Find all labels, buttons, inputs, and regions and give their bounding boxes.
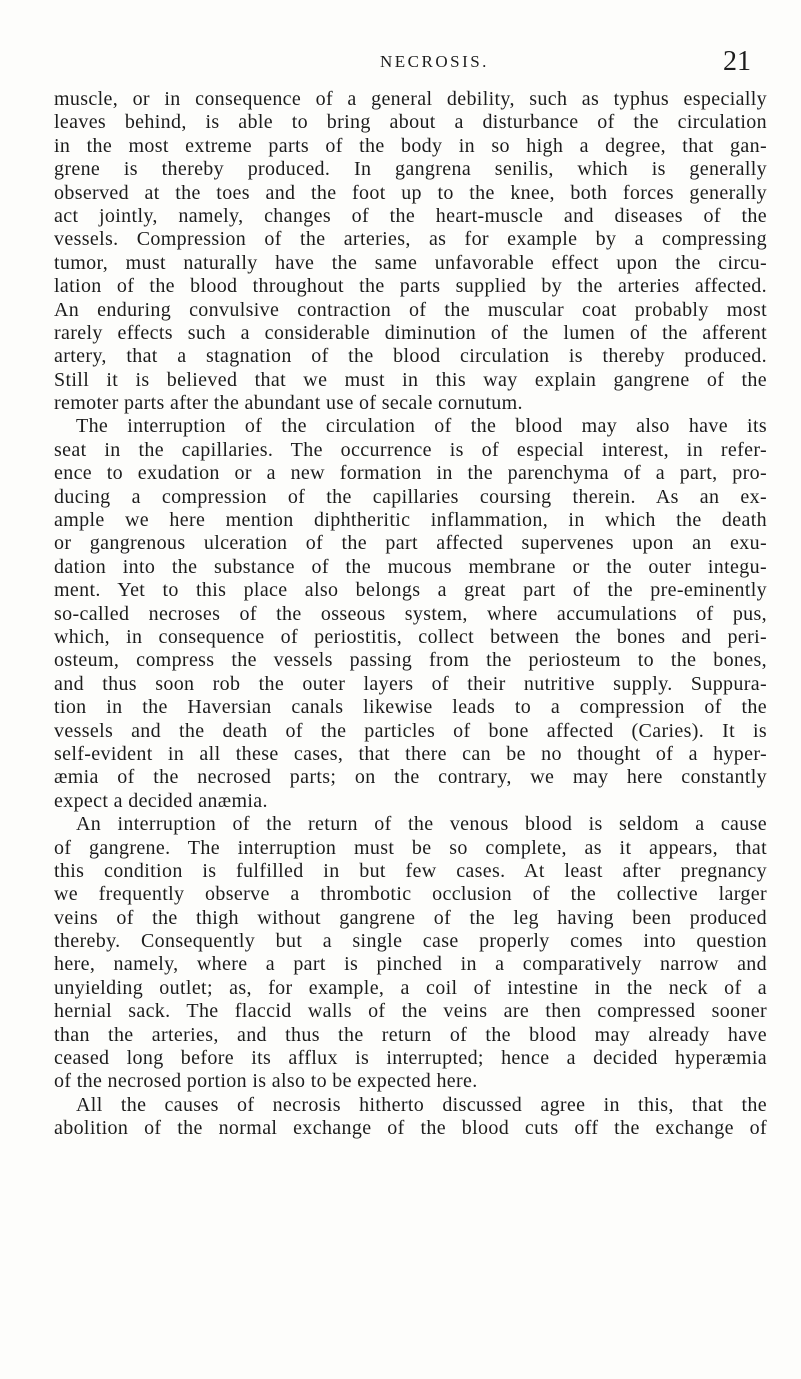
text-line: The interruption of the circulation of the blood may also have its <box>76 415 767 438</box>
text-line: than the arteries, and thus the return of the blood may already have <box>54 1023 767 1046</box>
running-head: NECROSIS. <box>380 52 489 71</box>
text-line: æmia of the necrosed parts; on the contrary, we may here constantly <box>54 766 767 789</box>
text-line: All the causes of necrosis hitherto discussed agree in this, that the <box>76 1093 767 1116</box>
page-number: 21 <box>723 46 751 77</box>
text-line: An enduring convulsive contraction of the muscular coat probably most <box>54 298 767 321</box>
text-line: ample we here mention diphtheritic inflammation, in which the death <box>54 509 767 532</box>
text-line: hernial sack. The flaccid walls of the veins are then compressed sooner <box>54 1000 767 1023</box>
text-line: or gangrenous ulceration of the part affected supervenes upon an exu- <box>54 532 767 555</box>
text-line: remoter parts after the abundant use of secale cornutum. <box>54 392 523 415</box>
text-line: veins of the thigh without gangrene of the leg having been produced <box>54 906 767 929</box>
text-line: unyielding outlet; as, for example, a coil of intestine in the neck of a <box>54 976 767 999</box>
text-line: this condition is fulfilled in but few cases. At least after pregnancy <box>54 859 767 882</box>
text-line: An interruption of the return of the venous blood is seldom a cause <box>76 813 767 836</box>
text-line: osteum, compress the vessels passing from the periosteum to the bones, <box>54 649 767 672</box>
text-line: self-evident in all these cases, that there can be no thought of a hyper- <box>54 742 767 765</box>
text-line: muscle, or in consequence of a general debility, such as typhus especially <box>54 88 767 110</box>
text-line: ence to exudation or a new formation in the parenchyma of a part, pro- <box>54 462 767 485</box>
page-header <box>0 46 801 80</box>
text-line: lation of the blood throughout the parts supplied by the arteries affected. <box>54 275 767 298</box>
text-line: vessels and the death of the particles of bone affected (Caries). It is <box>54 719 767 742</box>
text-line: here, namely, where a part is pinched in a comparatively narrow and <box>54 953 767 976</box>
text-line: of gangrene. The interruption must be so complete, as it appears, that <box>54 836 767 859</box>
text-line: thereby. Consequently but a single case properly comes into question <box>54 930 767 953</box>
text-line: which, in consequence of periostitis, collect between the bones and peri- <box>54 625 767 648</box>
text-line: grene is thereby produced. In gangrena senilis, which is generally <box>54 158 767 181</box>
text-line: in the most extreme parts of the body in so high a degree, that gan- <box>54 134 767 157</box>
text-line: act jointly, namely, changes of the heart-muscle and diseases of the <box>54 204 767 227</box>
text-line: artery, that a stagnation of the blood circulation is thereby produced. <box>54 345 767 368</box>
text-line: dation into the substance of the mucous membrane or the outer integu- <box>54 555 767 578</box>
text-line: ment. Yet to this place also belongs a great part of the pre-eminently <box>54 579 767 602</box>
text-line: and thus soon rob the outer layers of their nutritive supply. Suppura- <box>54 672 767 695</box>
text-line: ceased long before its afflux is interrupted; hence a decided hyperæmia <box>54 1047 767 1070</box>
text-line: so-called necroses of the osseous system, where accumulations of pus, <box>54 602 767 625</box>
text-line: leaves behind, is able to bring about a disturbance of the circulation <box>54 111 767 134</box>
text-line: tion in the Haversian canals likewise leads to a compression of the <box>54 696 767 719</box>
text-line: expect a decided anæmia. <box>54 789 268 812</box>
text-line: vessels. Compression of the arteries, as for example by a compressing <box>54 228 767 251</box>
text-line: ducing a compression of the capillaries coursing therein. As an ex- <box>54 485 767 508</box>
text-line: seat in the capillaries. The occurrence is of especial interest, in refer- <box>54 438 767 461</box>
body-text <box>54 88 767 1141</box>
text-line: Still it is believed that we must in this way explain gangrene of the <box>54 368 767 391</box>
text-line: rarely effects such a considerable diminution of the lumen of the afferent <box>54 321 767 344</box>
text-line: observed at the toes and the foot up to the knee, both forces generally <box>54 181 767 204</box>
text-line: abolition of the normal exchange of the blood cuts off the exchange of <box>54 1117 767 1140</box>
text-line: we frequently observe a thrombotic occlusion of the collective larger <box>54 883 767 906</box>
text-line: tumor, must naturally have the same unfavorable effect upon the circu- <box>54 251 767 274</box>
text-line: of the necrosed portion is also to be expected here. <box>54 1070 478 1093</box>
